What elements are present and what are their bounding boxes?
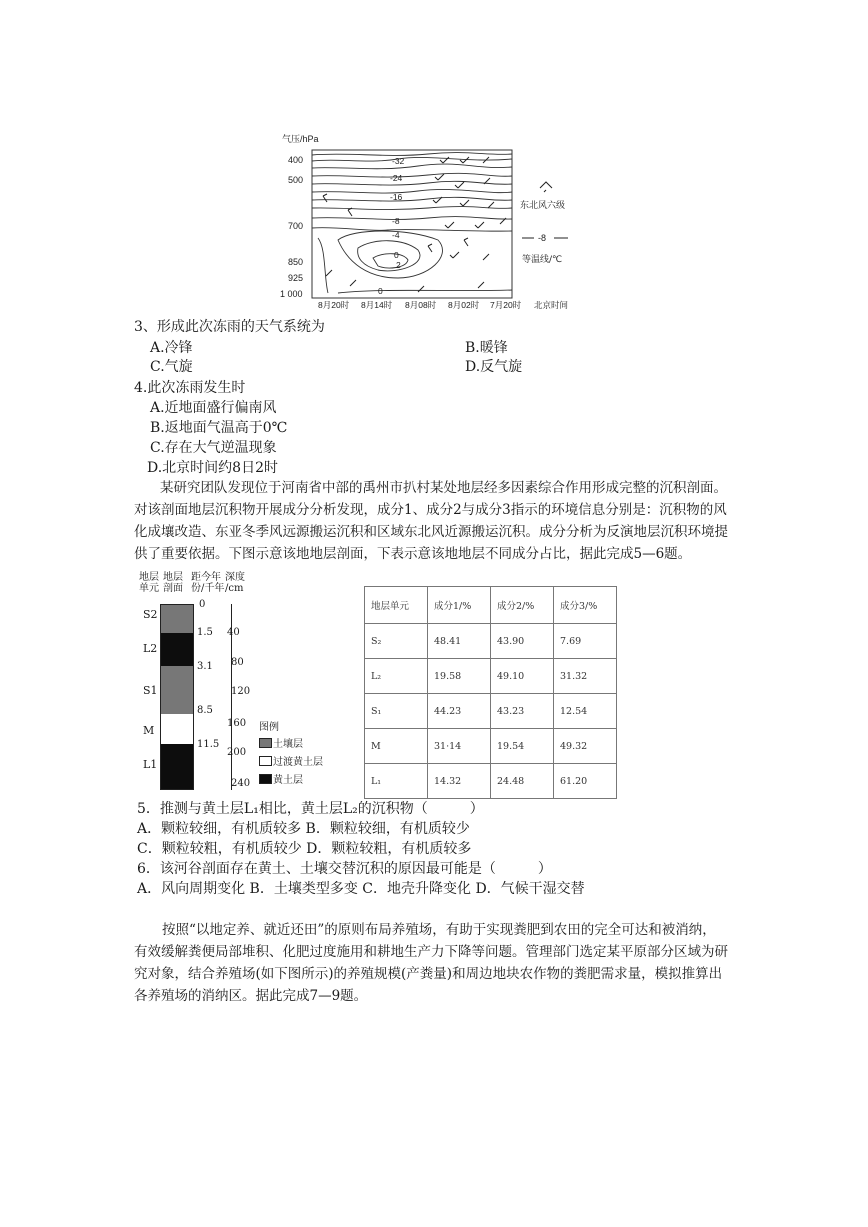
layer-s2 — [161, 605, 193, 633]
table-cell: 31.32 — [554, 659, 617, 694]
passage2-line: 对该剖面地层沉积物开展成分分析发现，成分1、成分2与成分3指示的环境信息分别是：沉积物的风 — [134, 502, 727, 518]
y-tick: 400 — [288, 155, 304, 165]
passage3-line: 按照“以地定养、就近还田”的原则布局养殖场，有助于实现粪肥到农田的完全可达和被消纳， — [162, 922, 716, 938]
isotherm-label: 2 — [396, 260, 401, 270]
weather-chart — [278, 128, 588, 313]
header-unit: 地层 单元 — [139, 572, 159, 594]
layer-l1 — [161, 744, 193, 789]
legend-isotherm-sample: -8 — [538, 233, 547, 243]
table-cell: 7.69 — [554, 624, 617, 659]
table-row — [365, 624, 617, 659]
table-cell: 19.58 — [428, 659, 491, 694]
table-header-row — [365, 587, 617, 624]
isotherm-label: -8 — [392, 216, 400, 226]
depth-label: 160 — [227, 718, 247, 729]
q4-option-d: D.北京时间约8日2时 — [147, 460, 278, 476]
q4-stem: 4.此次冻雨发生时 — [134, 380, 246, 396]
legend-title: 图例 — [259, 722, 279, 733]
unit-label: L1 — [143, 758, 158, 771]
passage3-line: 有效缓解粪便局部堆积、化肥过度施用和耕地生产力下降等问题。管理部门选定某平原部分区域为研 — [134, 944, 728, 960]
q3-option-a: A.冷锋 — [150, 340, 193, 356]
q6-options: A．风向周期变化 B．土壤类型多变 C．地壳升降变化 D．气候干湿交替 — [137, 881, 585, 897]
unit-label: M — [143, 724, 155, 737]
isotherm-label: -24 — [390, 173, 403, 183]
table-cell: 49.10 — [491, 659, 554, 694]
table-cell: 14.32 — [428, 764, 491, 799]
isotherm-label: -4 — [392, 230, 400, 240]
q3-option-b: B.暖锋 — [465, 340, 508, 356]
passage2-line: 某研究团队发现位于河南省中部的禹州市扒村某处地层经多因素综合作用形成完整的沉积剖面。 — [160, 480, 727, 496]
table-header: 成分3/% — [554, 587, 617, 624]
table-cell: S₂ — [365, 624, 428, 659]
legend-transition-label: 过渡黄土层 — [273, 757, 323, 768]
unit-label: S1 — [143, 684, 158, 697]
table-cell: 31·14 — [428, 729, 491, 764]
q3-stem: 3、形成此次冻雨的天气系统为 — [134, 319, 325, 335]
depth-label: 40 — [227, 627, 240, 638]
table-row — [365, 659, 617, 694]
table-cell: 49.32 — [554, 729, 617, 764]
q3-option-d: D.反气旋 — [465, 359, 523, 375]
y-tick: 500 — [288, 175, 304, 185]
legend-isotherm-label: 等温线/℃ — [522, 255, 563, 265]
x-tick: 7月20时 — [490, 300, 522, 310]
unit-label: S2 — [143, 608, 158, 621]
table-cell: 48.41 — [428, 624, 491, 659]
q5-options-line1: A．颗粒较细，有机质较多 B．颗粒较细，有机质较少 — [137, 821, 470, 837]
header-depth: 深度 /cm — [225, 572, 245, 594]
depth-label: 240 — [231, 778, 251, 789]
legend-loess-swatch — [259, 774, 272, 784]
q4-option-a: A.近地面盛行偏南风 — [150, 400, 277, 416]
legend-soil-label: 土壤层 — [273, 739, 303, 750]
depth-label: 80 — [231, 657, 244, 668]
wind-legend-icon — [540, 182, 552, 192]
q4-option-c: C.存在大气逆温现象 — [150, 440, 277, 456]
passage3-line: 究对象，结合养殖场(如下图所示)的养殖规模(产粪量)和周边地块农作物的粪肥需求量，模拟推算出 — [134, 966, 723, 982]
header-section: 地层 剖面 — [163, 572, 183, 594]
table-header: 成分2/% — [491, 587, 554, 624]
q5-options-line2: C．颗粒较粗，有机质较少 D．颗粒较粗，有机质较多 — [137, 841, 472, 857]
isotherm-label: -32 — [392, 156, 405, 166]
passage2-line: 化成壤改造、东亚冬季风远源搬运沉积和区域东北风近源搬运沉积。成分分析为反演地层沉积环境提 — [134, 524, 728, 540]
x-tick: 8月08时 — [405, 300, 437, 310]
age-label: 8.5 — [197, 705, 213, 716]
age-label: 3.1 — [197, 661, 213, 672]
isotherm-label: -16 — [390, 192, 403, 202]
section-column — [160, 604, 194, 790]
table-cell: S₁ — [365, 694, 428, 729]
legend-loess-label: 黄土层 — [273, 775, 303, 786]
q4-option-b: B.返地面气温高于0℃ — [150, 420, 288, 436]
weather-chart-svg — [278, 128, 588, 313]
layer-l2 — [161, 633, 193, 666]
table-cell: 24.48 — [491, 764, 554, 799]
wind-barbs — [323, 157, 506, 292]
depth-label: 200 — [227, 747, 247, 758]
table-cell: L₂ — [365, 659, 428, 694]
table-row — [365, 729, 617, 764]
age-label: 0 — [199, 599, 206, 610]
y-tick: 700 — [288, 221, 304, 231]
table-cell: 43.90 — [491, 624, 554, 659]
y-tick: 925 — [288, 273, 304, 283]
x-tick: 8月02时 — [448, 300, 480, 310]
chart-legend — [520, 182, 568, 265]
q6-stem: 6．该河谷剖面存在黄土、土壤交替沉积的原因最可能是（ ） — [137, 861, 552, 877]
table-cell: 19.54 — [491, 729, 554, 764]
table-cell: M — [365, 729, 428, 764]
q3-option-c: C.气旋 — [150, 359, 193, 375]
header-age: 距今年 份/千年 — [191, 572, 225, 594]
legend-wind-label: 东北风六级 — [520, 201, 566, 211]
isotherm-label: 0 — [378, 286, 383, 296]
table-cell: 43.23 — [491, 694, 554, 729]
strata-profile — [135, 572, 345, 794]
legend-soil-swatch — [259, 738, 272, 748]
unit-label: L2 — [143, 642, 158, 655]
layer-m — [161, 714, 193, 744]
x-tick: 北京时间 — [534, 300, 569, 310]
layer-s1 — [161, 666, 193, 714]
age-label: 1.5 — [197, 627, 213, 638]
x-tick: 8月14时 — [361, 300, 393, 310]
table-header: 地层单元 — [365, 587, 428, 624]
y-axis-title: 气压/hPa — [282, 134, 319, 144]
y-tick: 850 — [288, 257, 304, 267]
legend-transition-swatch — [259, 756, 272, 766]
isotherms — [312, 153, 512, 293]
table-cell: 44.23 — [428, 694, 491, 729]
q5-stem: 5．推测与黄土层L₁相比，黄土层L₂的沉积物（ ） — [137, 801, 484, 817]
isotherm-label: 0 — [394, 250, 399, 260]
table-cell: L₁ — [365, 764, 428, 799]
table-header: 成分1/% — [428, 587, 491, 624]
y-tick: 1 000 — [280, 289, 303, 299]
x-tick: 8月20时 — [318, 300, 350, 310]
depth-label: 120 — [231, 686, 251, 697]
passage2-line: 供了重要依据。下图示意该地地层剖面，下表示意该地地层不同成分占比，据此完成5—6题。 — [134, 546, 692, 562]
table-row — [365, 694, 617, 729]
table-row — [365, 764, 617, 799]
table-cell: 12.54 — [554, 694, 617, 729]
passage3-line: 各养殖场的消纳区。据此完成7—9题。 — [134, 988, 368, 1004]
table-cell: 61.20 — [554, 764, 617, 799]
age-label: 11.5 — [197, 739, 220, 750]
composition-table — [364, 586, 617, 799]
